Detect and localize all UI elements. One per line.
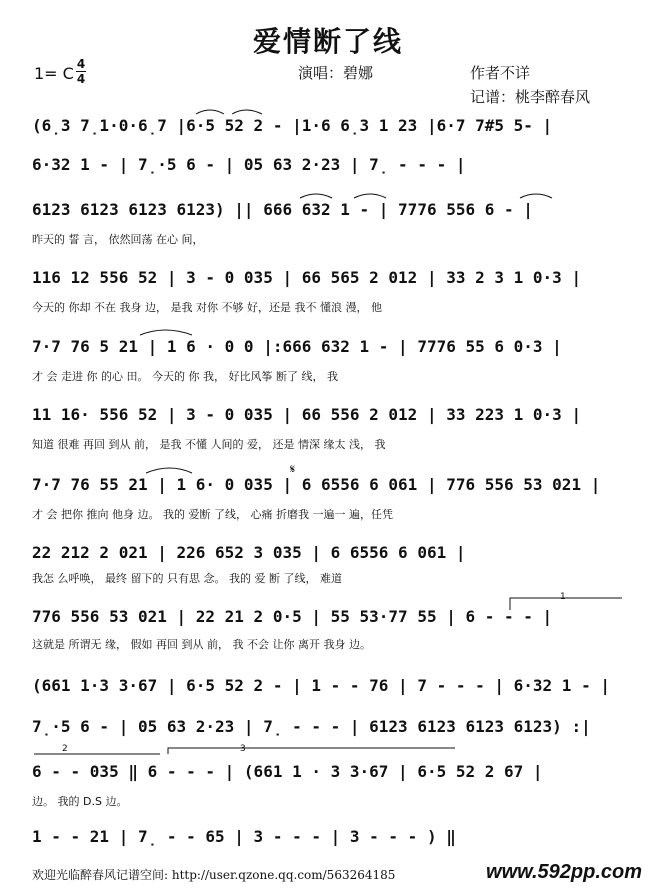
score-row-12-lyrics: 边。 我的 D.S 边。 [32,795,128,808]
first-ending-bracket [510,598,622,610]
score-row-4-notes: 116 12 556 52 | 3 - 0 035 | 66 565 2 012 | 33 2 3 1 0·3 | [32,268,582,287]
score-row-9-lyrics: 这就是 所谓无 缘， 假如 再回 到从 前， 我 不会 让你 离开 我身 边。 [32,638,371,651]
score-row-7-notes: 7·7 76 55 21 | 1 6· 0 035 | 6 6556 6 061 | 776 556 53 021 | [32,475,601,494]
score-row-5-lyrics: 才 会 走进 你 的心 田。 今天的 你 我， 好比风筝 断了 线， 我 [32,370,338,383]
third-ending-number: 3 [240,744,246,754]
slur [300,194,332,198]
time-signature-top: 4 [76,57,86,71]
slur [520,194,552,198]
slur [146,468,192,473]
time-signature-bottom: 4 [76,72,86,86]
transcriber-credit: 记谱：桃李醉春风 [470,88,591,106]
score-row-1-notes: (6̣3 7̣1·0·6̣7 |6·5 52 2 - |1·6 6̣3 1 23 |6·7 7#5 5- | [32,116,553,135]
score-row-2-notes: 6·32 1 - | 7̣·5 6 - | 05 63 2·23 | 7̣ - - - | [32,155,466,174]
score-row-4-lyrics: 今天的 你却 不在 我身 边， 是我 对你 不够 好，还是 我不 懂浪 漫， 他 [32,301,382,314]
score-row-8-lyrics: 我怎 么呼唤， 最终 留下的 只有思 念。 我的 爱 断 了线， 难道 [32,572,342,585]
slur [354,194,386,198]
score-row-11-notes: 7̣·5 6 - | 05 63 2·23 | 7̣ - - - | 6123 6123 6123 6123) :| [32,717,591,736]
score-row-7-lyrics: 才 会 把你 推向 他身 边。 我的 爱断 了线， 心痛 折磨我 一遍一 遍，任凭 [32,508,393,521]
first-ending-number: 1 [560,592,566,602]
song-title: 爱情断了线 [252,25,403,58]
score-row-13-notes: 1 - - 21 | 7̣ - - 65 | 3 - - - | 3 - - - ) ‖ [32,827,456,846]
score-row-8-notes: 22 212 2 021 | 226 652 3 035 | 6 6556 6 061 | [32,543,466,562]
slur [140,330,192,335]
composer-credit: 作者不详 [470,64,531,82]
singer-credit: 演唱：碧娜 [298,64,374,82]
third-ending-bracket [168,748,455,754]
slur [196,110,224,114]
score-row-12-notes: 6 - - 035 ‖ 6 - - - | (661 1 · 3 3·67 | 6·5 52 2 67 | [32,762,543,781]
score-row-9-notes: 776 556 53 021 | 22 21 2 0·5 | 55 53·77 55 | 6 - - - | [32,607,553,626]
score-row-6-lyrics: 知道 很难 再回 到从 前， 是我 不懂 人间的 爱， 还是 情深 缘太 浅， 我 [32,438,386,451]
score-row-10-notes: (661 1·3 3·67 | 6·5 52 2 - | 1 - - 76 | 7 - - - | 6·32 1 - | [32,676,610,695]
key-signature: 1= C [34,64,74,83]
score-row-6-notes: 11 16· 556 52 | 3 - 0 035 | 66 556 2 012 | 33 223 1 0·3 | [32,405,582,424]
score-row-3-lyrics: 昨天的 誓 言， 依然回荡 在心 间， [32,233,204,246]
second-ending-number: 2 [62,744,68,754]
footer-text: 欢迎光临醉春风记谱空间: http://user.qzone.qq.com/563264185 [32,868,396,882]
site-watermark: www.592pp.com [486,861,642,883]
slur [232,110,262,114]
score-row-3-notes: 6123 6123 6123 6123) || 666 632 1 - | 7776 556 6 - | [32,200,533,219]
segno-sign: 𝄋 [290,462,296,476]
score-row-5-notes: 7·7 76 5 21 | 1 6 · 0 0 |:666 632 1 - | 7776 55 6 0·3 | [32,337,562,356]
